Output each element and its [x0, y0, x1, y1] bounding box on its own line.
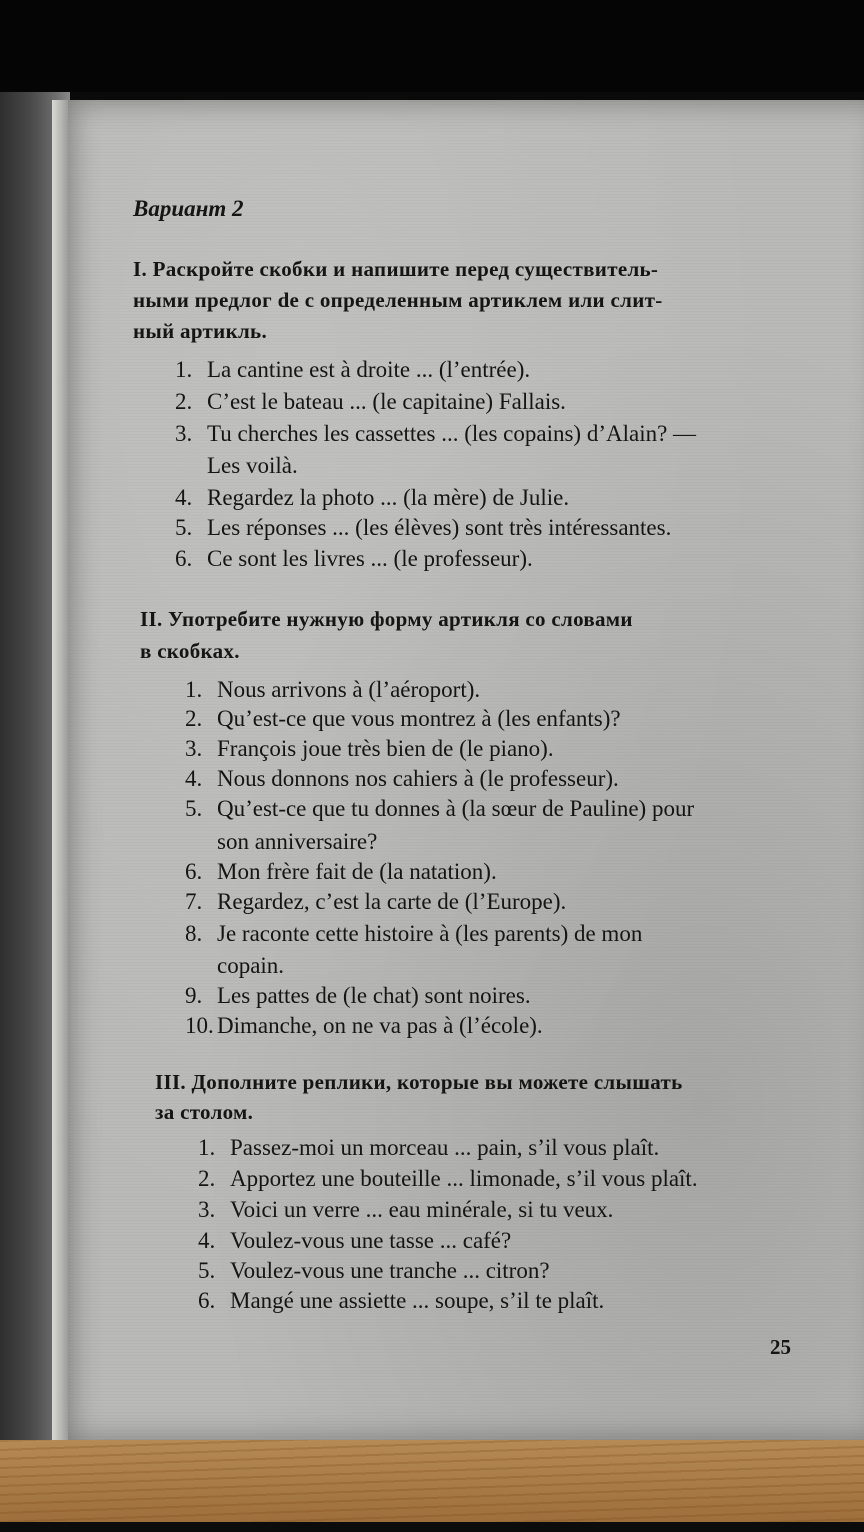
item-text: Nous arrivons à (l’aéroport).	[217, 677, 481, 702]
item-number: 2.	[175, 389, 193, 414]
task1-item	[175, 356, 530, 384]
item-number: 2.	[198, 1166, 216, 1191]
task2-item	[185, 828, 377, 856]
item-text: Nous donnons nos cahiers à (le professeur).	[217, 766, 619, 791]
task3-title-line: за столом.	[155, 1100, 254, 1124]
item-text: Regardez, c’est la carte de (l’Europe).	[217, 889, 567, 914]
page-number: 25	[770, 1335, 791, 1359]
task2-item	[185, 705, 621, 733]
item-text: Passez-moi un morceau ... pain, s’il vous plaît.	[230, 1135, 660, 1160]
task2-item	[185, 676, 480, 704]
item-number: 5.	[198, 1258, 216, 1283]
task3-item	[198, 1196, 613, 1224]
task2-item	[185, 858, 497, 886]
item-text: Voulez-vous une tasse ... café?	[230, 1228, 512, 1253]
task2-title-line: II. Употребите нужную форму артикля со словами	[140, 607, 633, 631]
item-text: Qu’est-ce que vous montrez à (les enfants)?	[217, 706, 621, 731]
item-number: 1.	[185, 677, 203, 702]
item-number: 1.	[198, 1135, 216, 1160]
item-text: François joue très bien de (le piano).	[217, 736, 554, 761]
item-text: Les réponses ... (les élèves) sont très intéressantes.	[207, 515, 672, 540]
item-text: Les voilà.	[207, 453, 298, 478]
item-text: Qu’est-ce que tu donnes à (la sœur de Pauline) pour	[217, 796, 695, 821]
task2-item	[185, 982, 531, 1010]
task1-item	[175, 484, 569, 512]
task3-item	[198, 1165, 698, 1193]
item-number: 2.	[185, 706, 203, 731]
item-text: Mangé une assiette ... soupe, s’il te plaît.	[230, 1288, 605, 1313]
task3-item	[198, 1257, 550, 1285]
item-number: 10.	[185, 1013, 214, 1038]
task1-title-line: ными предлог de с определенным артиклем или слит-	[133, 288, 663, 312]
item-number: 6.	[185, 859, 203, 884]
task1-item	[175, 514, 671, 542]
item-number: 6.	[175, 546, 193, 571]
item-number: 3.	[175, 421, 193, 446]
item-number: 4.	[175, 485, 193, 510]
item-number: 1.	[175, 357, 193, 382]
item-number: 5.	[175, 515, 193, 540]
item-number: 9.	[185, 983, 203, 1008]
variant-title: Вариант 2	[133, 196, 244, 221]
item-text: Regardez la photo ... (la mère) de Julie.	[207, 485, 570, 510]
item-text: Apportez une bouteille ... limonade, s’il vous plaît.	[230, 1166, 698, 1191]
task2-item	[185, 952, 284, 980]
item-text: Voulez-vous une tranche ... citron?	[230, 1258, 550, 1283]
item-text: Ce sont les livres ... (le professeur).	[207, 546, 533, 571]
item-number: 4.	[185, 766, 203, 791]
task2-item	[185, 735, 554, 763]
item-number: 5.	[185, 796, 203, 821]
item-text: La cantine est à droite ... (l’entrée).	[207, 357, 531, 382]
item-text: copain.	[217, 953, 285, 978]
item-number: 8.	[185, 921, 203, 946]
item-number: 3.	[198, 1197, 216, 1222]
task3-item	[198, 1227, 511, 1255]
task1-item	[175, 452, 298, 480]
task3-item	[198, 1134, 659, 1162]
task2-item	[185, 920, 642, 948]
item-text: Tu cherches les cassettes ... (les copains) d’Alain? —	[207, 421, 697, 446]
item-number: 7.	[185, 889, 203, 914]
item-text: Dimanche, on ne va pas à (l’école).	[217, 1013, 543, 1038]
task3-item	[198, 1287, 604, 1315]
item-number: 6.	[198, 1288, 216, 1313]
task1-item	[175, 420, 696, 448]
task2-title-line: в скобках.	[140, 639, 240, 663]
task1-title-line: ный артикль.	[133, 319, 267, 343]
task3-title-line: III. Дополните реплики, которые вы можете слышать	[155, 1070, 683, 1094]
item-number: 3.	[185, 736, 203, 761]
task2-item	[185, 888, 566, 916]
item-text: Voici un verre ... eau minérale, si tu veux.	[230, 1197, 614, 1222]
task1-item	[175, 545, 533, 573]
item-text: Mon frère fait de (la natation).	[217, 859, 497, 884]
task1-title-line: I. Раскройте скобки и напишите перед существитель-	[133, 257, 659, 281]
item-number: 4.	[198, 1228, 216, 1253]
item-text: son anniversaire?	[217, 829, 378, 854]
task1-item	[175, 388, 566, 416]
task2-item	[185, 795, 694, 823]
task2-item	[185, 1012, 543, 1040]
item-text: C’est le bateau ... (le capitaine) Fallais.	[207, 389, 566, 414]
item-text: Les pattes de (le chat) sont noires.	[217, 983, 531, 1008]
item-text: Je raconte cette histoire à (les parents) de mon	[217, 921, 643, 946]
task2-item	[185, 765, 619, 793]
